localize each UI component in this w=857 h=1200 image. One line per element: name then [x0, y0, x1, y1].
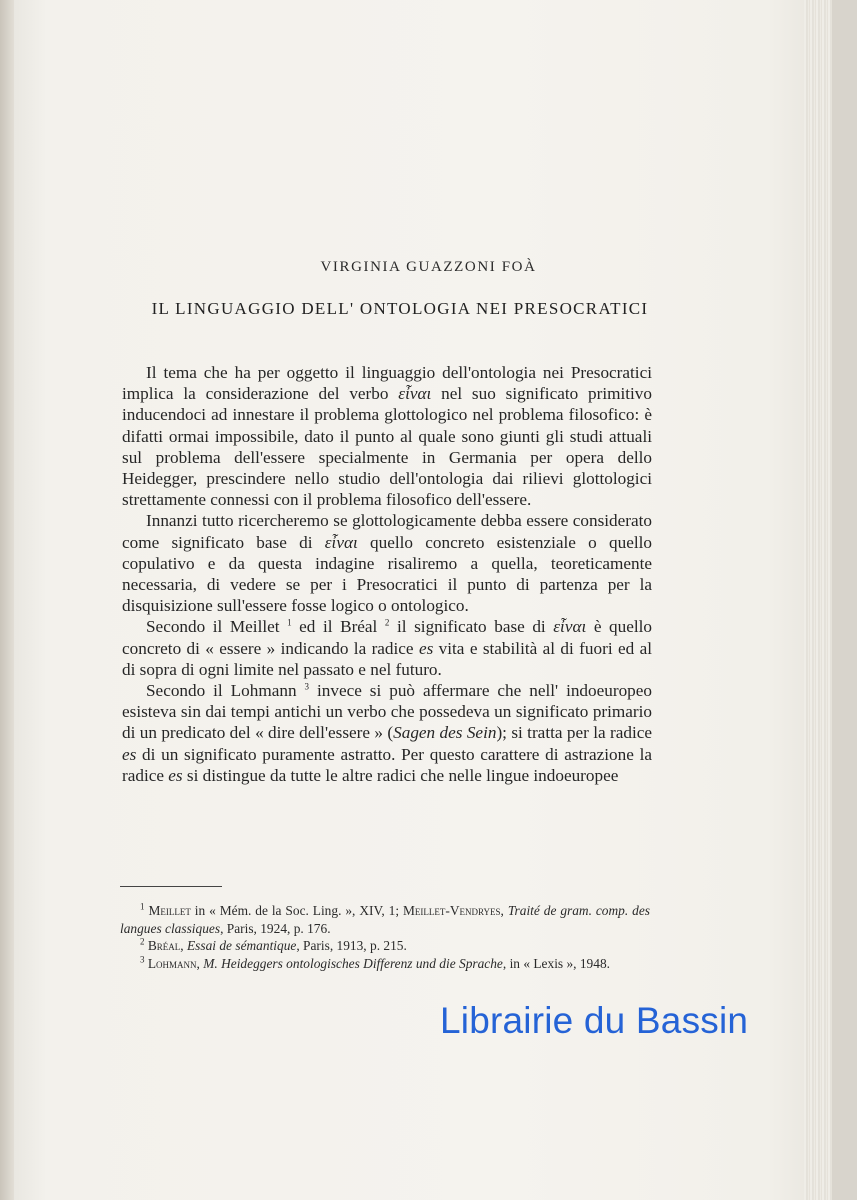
- footnotes: [120, 902, 650, 972]
- article-body: [122, 362, 652, 786]
- paragraph-4: Secondo il Lohmann $^3$ invece si può affermare che nell' indoeuropeo esisteva sin dai tempi antichi un verbo che possedeva un significato primario di un predicato del « dire dell'essere » (Sagen des Sein); si tratta per la radice es di un significato puramente astratto. Per questo carattere di astrazione la radice es si distingue da tutte le altre radici che nelle lingue indoeuropee: [122, 681, 652, 785]
- footnote-2: $^2$ Bréal, Essai de sémantique, Paris, 1913, p. 215.: [140, 936, 407, 954]
- footnote-ref: 1: [287, 617, 292, 628]
- author-name: VIRGINIA GUAZZONI FOÀ: [320, 259, 537, 275]
- footnote-3: $^3$ Lohmann, M. Heideggers ontologisches Differenz und die Sprache, in « Lexis », 1948.: [140, 954, 610, 971]
- footnote-1: $^1$ Meillet in « Mém. de la Soc. Ling. », XIV, 1; Meillet-Vendryes, Traité de gram. comp. des langues classiques, Paris, 1924, p. 176.: [120, 901, 650, 936]
- footnote-ref: 2: [384, 617, 390, 628]
- article-title: IL LINGUAGGIO DELL' ONTOLOGIA NEI PRESOCRATICI: [151, 299, 649, 318]
- paragraph-3: Secondo il Meillet $^1$ ed il Bréal $^2$ il significato base di εἶναι è quello concreto di « essere » indicando la radice es vita e stabilità al di fuori ed al di sopra di ogni limite nel passato e nel futuro.: [122, 617, 652, 679]
- footnote-separator: [120, 886, 222, 887]
- page-edges: [804, 0, 832, 1200]
- footnote-ref: 3: [304, 681, 310, 692]
- greek-word: εἶναι: [398, 384, 432, 404]
- paragraph-2: Innanzi tutto ricercheremo se glottologicamente debba essere considerato come significato base di εἶναι quello concreto esistenziale o quello copulativo e da questa indagine risaliremo a quella, teoreticamente necessaria, di vedere se per i Presocratici il punto di partenza per la disquisizione sull'essere fosse logico o ontologico.: [122, 511, 652, 616]
- binding-shadow: [0, 0, 14, 1200]
- bookseller-watermark: Librairie du Bassin: [440, 1000, 749, 1041]
- greek-word: εἶναι: [324, 532, 358, 552]
- paragraph-1: Il tema che ha per oggetto il linguaggio dell'ontologia nei Presocratici implica la considerazione del verbo εἶναι nel suo significato primitivo inducendoci ad innestare il problema glottologico nel problema filosofico: è difatti ormai impossibile, dato il punto al quale sono giunti gli studi attuali sul problema dell'essere specialmente in Germania per opera dello Heidegger, prescindere nello studio dell'ontologia dai rilievi glottologici strettamente connessi con il problema filosofico dell'essere.: [122, 363, 652, 510]
- greek-word: εἶναι: [553, 617, 587, 637]
